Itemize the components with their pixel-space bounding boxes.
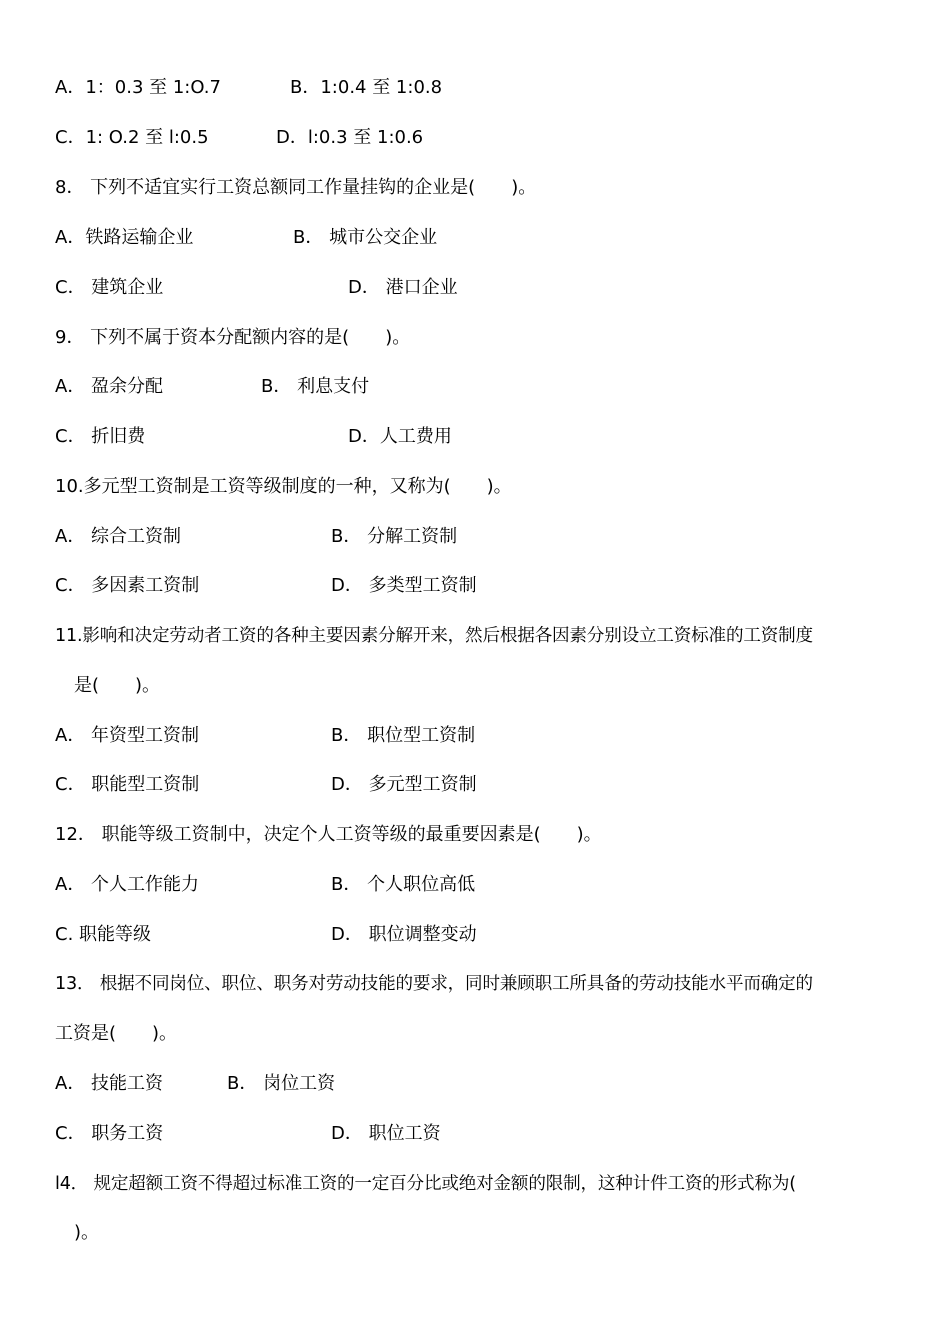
q7-option-b: B．1:0.4 至 1:0.8: [290, 77, 443, 98]
q11-option-b: B． 职位型工资制: [331, 725, 476, 746]
question-13-line-2: 工资是( )。: [55, 1023, 178, 1044]
question-14-line-1: l4． 规定超额工资不得超过标准工资的一定百分比或绝对金额的限制，这种计件工资的形式称为(: [55, 1174, 796, 1194]
q10-option-b: B． 分解工资制: [331, 526, 458, 547]
q9-option-d: D．人工费用: [348, 426, 452, 447]
q7-option-a: A．1：0.3 至 1:O.7: [55, 77, 221, 98]
q9-option-a: A． 盈余分配: [55, 376, 164, 397]
q13-option-c: C． 职务工资: [55, 1123, 164, 1144]
question-8: 8． 下列不适宜实行工资总额同工作量挂钩的企业是( )。: [55, 177, 537, 198]
q8-option-d: D． 港口企业: [348, 277, 458, 298]
q8-option-b: B． 城市公交企业: [293, 227, 438, 248]
q12-option-a: A． 个人工作能力: [55, 874, 200, 895]
question-10: 10.多元型工资制是工资等级制度的一种，又称为( )。: [55, 476, 512, 497]
question-12: 12． 职能等级工资制中，决定个人工资等级的最重要因素是( )。: [55, 824, 602, 845]
q11-option-c: C． 职能型工资制: [55, 774, 200, 795]
question-9: 9． 下列不属于资本分配额内容的是( )。: [55, 327, 411, 348]
q8-option-a: A．铁路运输企业: [55, 227, 194, 248]
question-11-line-2: 是( )。: [74, 675, 161, 696]
q9-option-b: B． 利息支付: [261, 376, 370, 397]
q7-option-c: C．1: O.2 至 l:0.5: [55, 127, 209, 148]
q11-option-a: A． 年资型工资制: [55, 725, 200, 746]
q10-option-c: C． 多因素工资制: [55, 575, 200, 596]
q12-option-b: B． 个人职位高低: [331, 874, 476, 895]
q13-option-d: D． 职位工资: [331, 1123, 441, 1144]
q8-option-c: C． 建筑企业: [55, 277, 164, 298]
q13-option-b: B． 岗位工资: [227, 1073, 336, 1094]
question-13-line-1: 13． 根据不同岗位、职位、职务对劳动技能的要求，同时兼顾职工所具备的劳动技能水平而确定的: [55, 974, 813, 994]
q11-option-d: D． 多元型工资制: [331, 774, 477, 795]
q9-option-c: C． 折旧费: [55, 426, 146, 447]
q10-option-d: D． 多类型工资制: [331, 575, 477, 596]
q13-option-a: A． 技能工资: [55, 1073, 164, 1094]
q12-option-c: C. 职能等级: [55, 924, 152, 945]
q10-option-a: A． 综合工资制: [55, 526, 182, 547]
question-14-line-2: )。: [74, 1222, 100, 1243]
q12-option-d: D． 职位调整变动: [331, 924, 477, 945]
question-11-line-1: 11.影响和决定劳动者工资的各种主要因素分解开来，然后根据各因素分别设立工资标准的工资制度: [55, 626, 813, 646]
q7-option-d: D．l:0.3 至 1:0.6: [276, 127, 424, 148]
